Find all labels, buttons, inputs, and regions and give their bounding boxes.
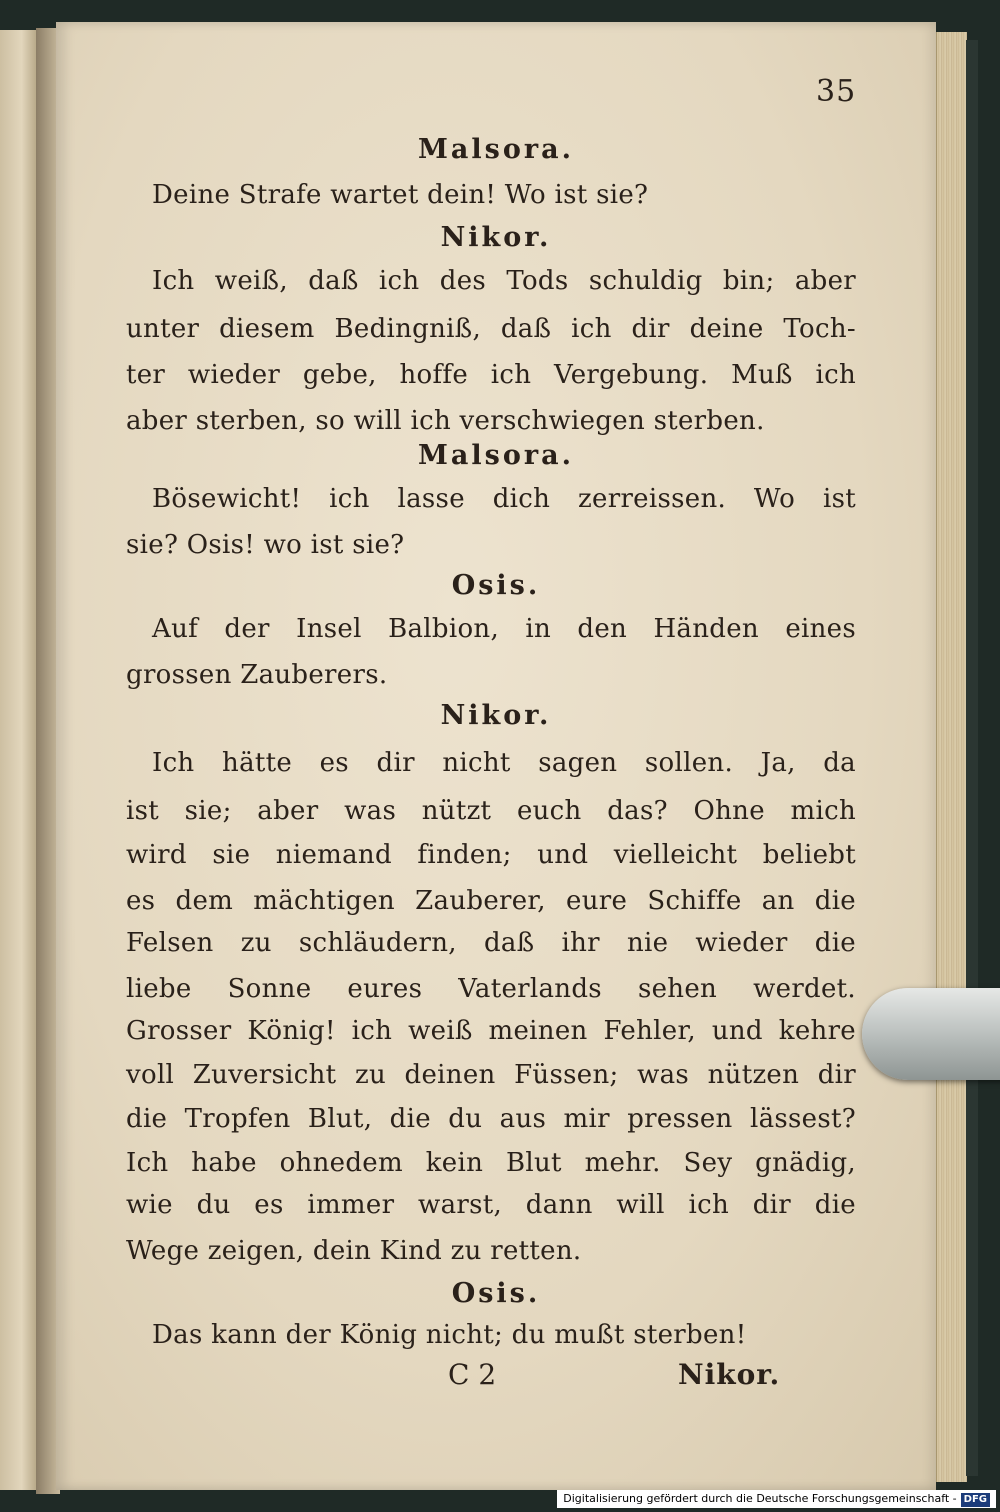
speaker-heading: Osis. xyxy=(451,570,541,601)
page-text xyxy=(56,22,936,1490)
page-stack-edge xyxy=(936,32,967,1482)
text-line: Ich habe ohnedem kein Blut mehr. Sey gnädig, xyxy=(126,1148,856,1178)
text-line: sie? Osis! wo ist sie? xyxy=(126,530,405,560)
speaker-heading: Osis. xyxy=(451,1278,541,1309)
text-line: voll Zuversicht zu deinen Füssen; was nützen dir xyxy=(126,1060,856,1090)
text-line: grossen Zauberers. xyxy=(126,660,388,690)
left-page-edge xyxy=(0,30,38,1490)
text-line: aber sterben, so will ich verschwiegen sterben. xyxy=(126,406,765,436)
page-number: 35 xyxy=(816,74,857,109)
text-line: die Tropfen Blut, die du aus mir pressen lässest? xyxy=(126,1104,856,1134)
text-line: Ich hätte es dir nicht sagen sollen. Ja, da xyxy=(152,748,856,778)
catchword: Nikor. xyxy=(678,1358,781,1391)
speaker-heading: Nikor. xyxy=(440,700,552,731)
text-line: Ich weiß, daß ich des Tods schuldig bin; aber xyxy=(152,266,856,296)
text-line: wird sie niemand finden; und vielleicht beliebt xyxy=(126,840,856,870)
text-line: ter wieder gebe, hoffe ich Vergebung. Muß ich xyxy=(126,360,856,390)
page-clip xyxy=(862,988,1000,1080)
signature-mark: C 2 xyxy=(448,1358,497,1391)
dfg-logo: DFG xyxy=(961,1493,990,1507)
text-line: Felsen zu schläudern, daß ihr nie wieder die xyxy=(126,928,856,958)
text-line: Deine Strafe wartet dein! Wo ist sie? xyxy=(152,180,649,210)
text-line: unter diesem Bedingniß, daß ich dir deine Toch- xyxy=(126,314,856,344)
digitization-credit xyxy=(557,1490,996,1508)
speaker-heading: Malsora. xyxy=(418,440,574,471)
text-line: es dem mächtigen Zauberer, eure Schiffe an die xyxy=(126,886,856,916)
text-line: Grosser König! ich weiß meinen Fehler, und kehre xyxy=(126,1016,856,1046)
book-page xyxy=(56,22,936,1490)
text-line: liebe Sonne eures Vaterlands sehen werdet. xyxy=(126,974,856,1004)
text-line: Bösewicht! ich lasse dich zerreissen. Wo ist xyxy=(152,484,856,514)
text-line: ist sie; aber was nützt euch das? Ohne mich xyxy=(126,796,856,826)
credit-text: Digitalisierung gefördert durch die Deutsche Forschungsgemeinschaft - xyxy=(563,1492,957,1505)
speaker-heading: Nikor. xyxy=(440,222,552,253)
page-stack-shadow xyxy=(966,40,978,1476)
speaker-heading: Malsora. xyxy=(418,134,574,165)
text-line: Auf der Insel Balbion, in den Händen eines xyxy=(152,614,856,644)
text-line: wie du es immer warst, dann will ich dir die xyxy=(126,1190,856,1220)
text-line: Wege zeigen, dein Kind zu retten. xyxy=(126,1236,582,1266)
text-line: Das kann der König nicht; du mußt sterben! xyxy=(152,1320,747,1350)
